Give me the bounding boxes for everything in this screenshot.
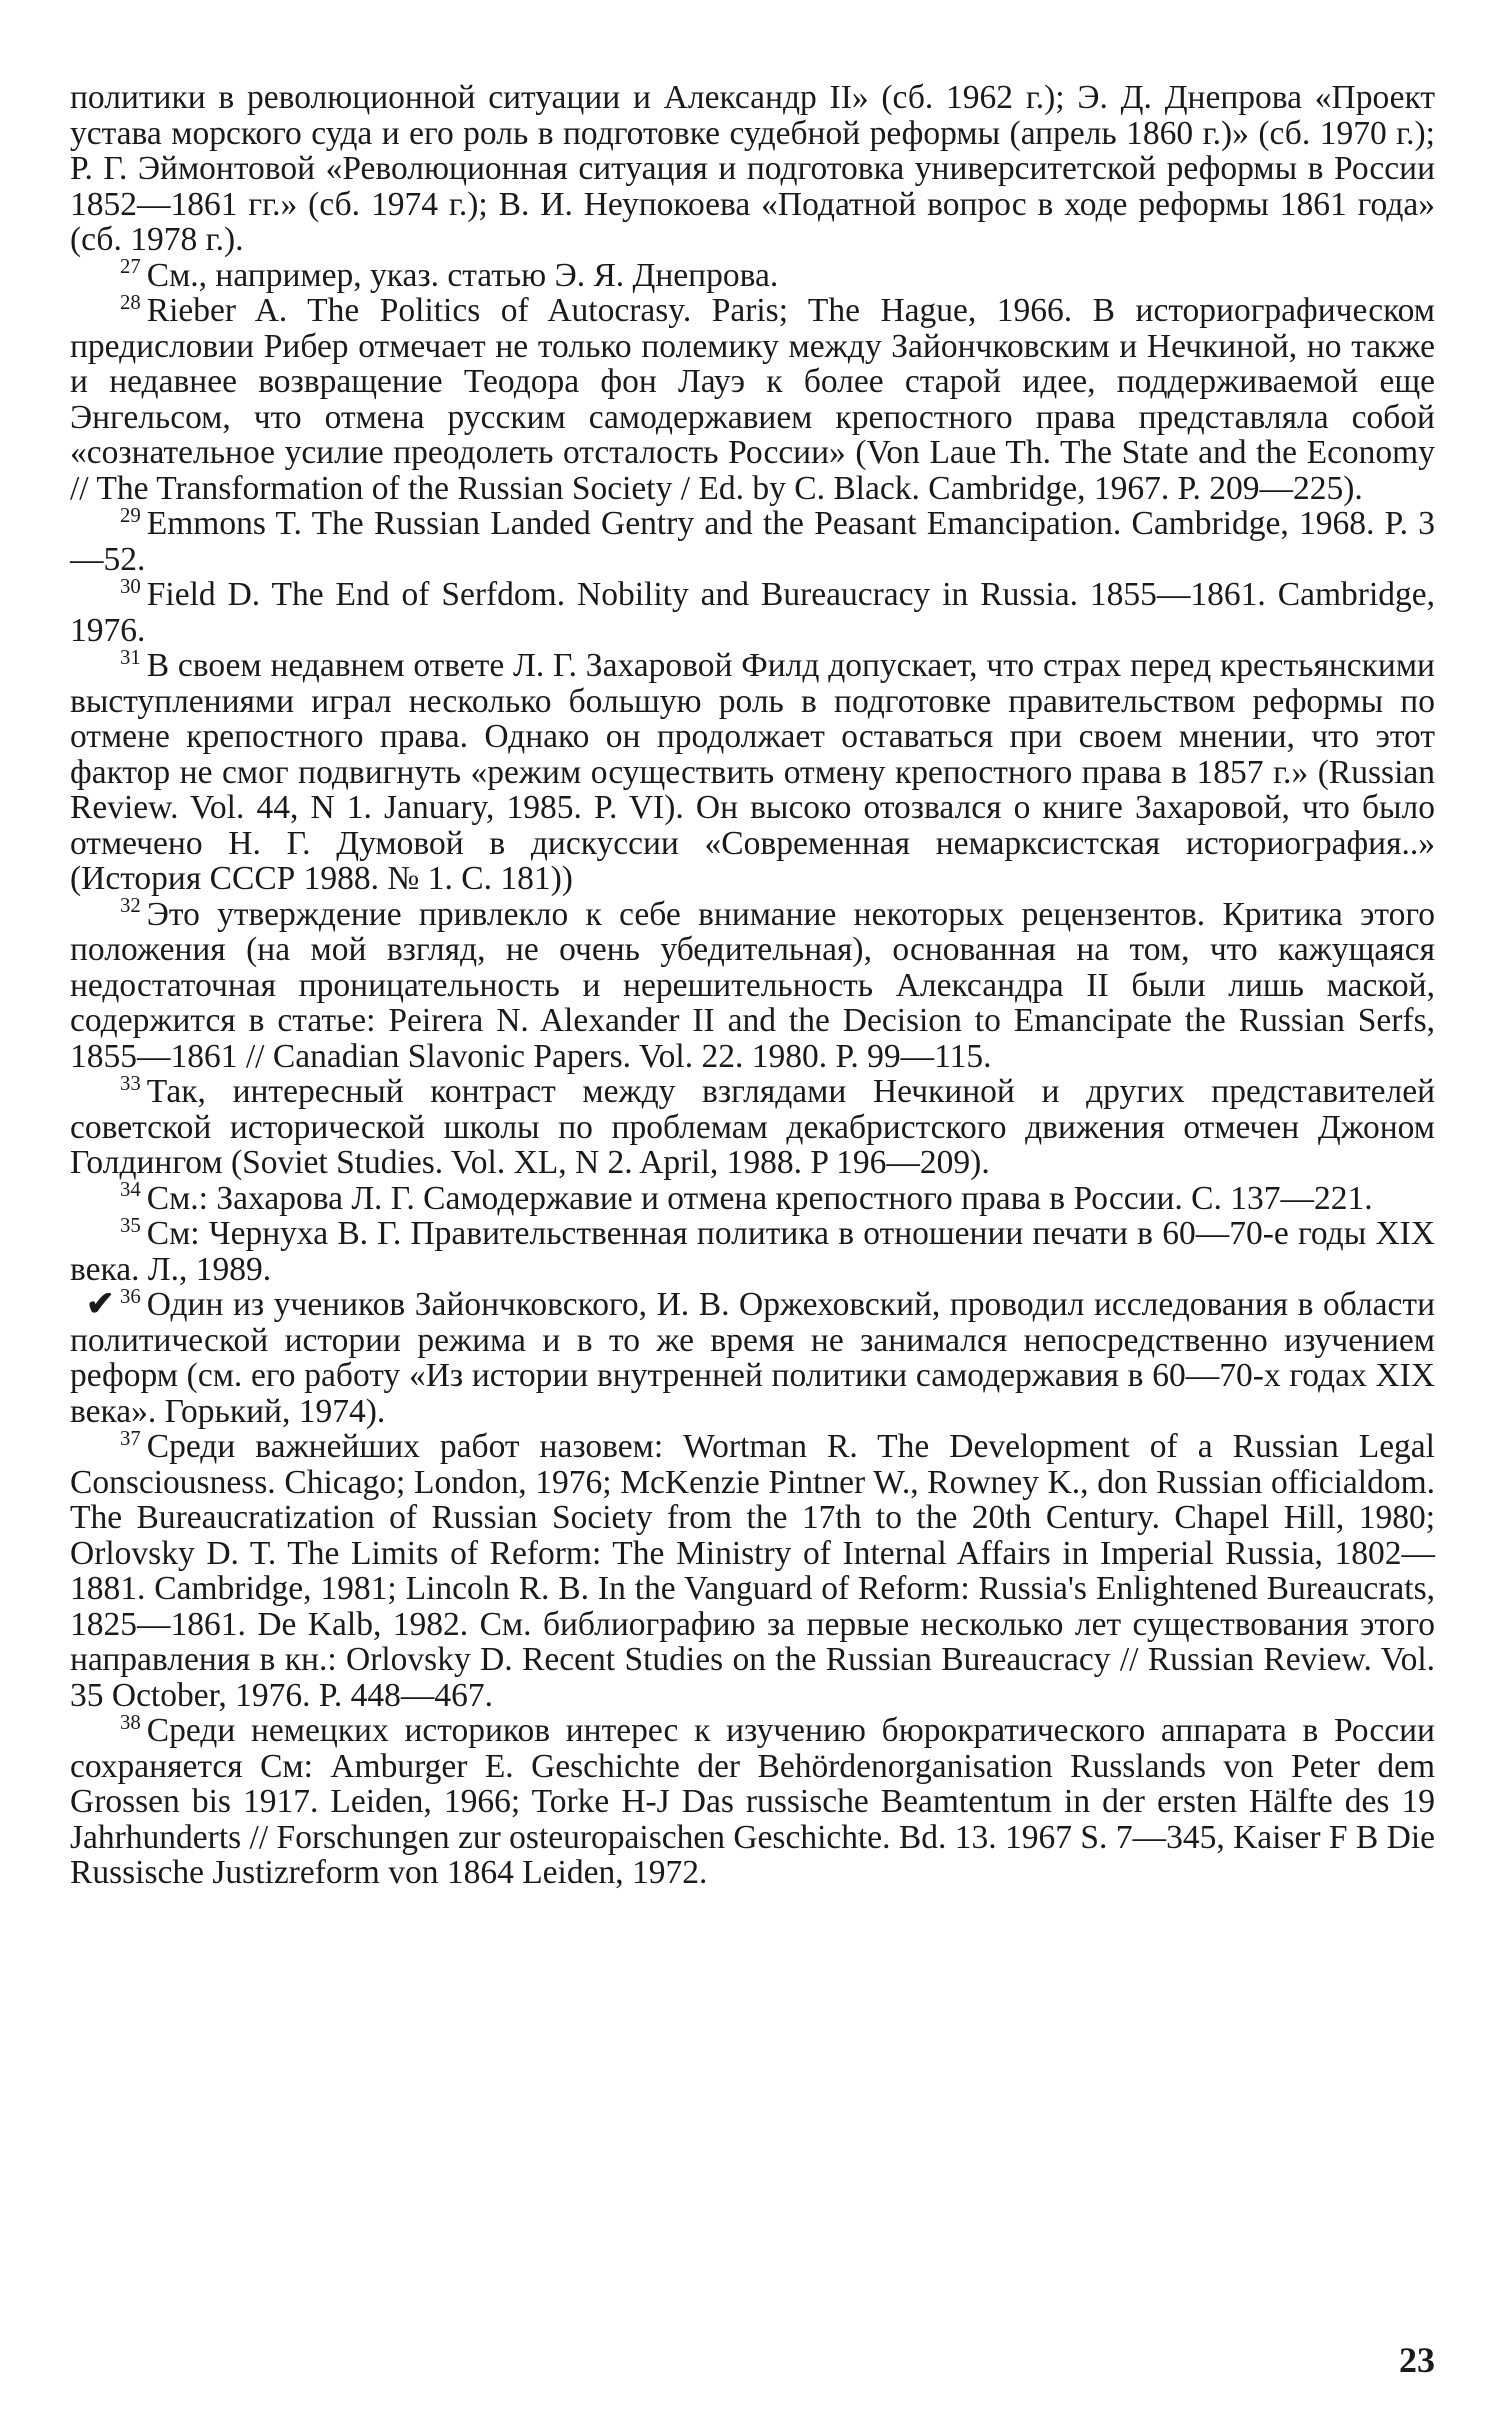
footnote-text: См: Чернуха В. Г. Правительственная политика в отношении печати в 60—70-е годы XIX века. Л., 1989. (70, 1215, 1435, 1288)
footnote-30 (70, 574, 1435, 649)
footnote-text: См., например, указ. статью Э. Я. Днепрова. (146, 256, 779, 294)
footnote-37 (70, 1426, 1435, 1714)
footnote-number: 38 (120, 1710, 141, 1734)
footnote-number: 36 (120, 1284, 141, 1308)
footnote-29 (70, 503, 1435, 578)
footnote-text: Среди немецких историков интерес к изучению бюрократического аппарата в России сохраняется См: Amburger E. Geschichte der Behördenorganisation Russlands von Peter dem Grossen bis 1917. Leiden, 1966; Torke H-J Das russische Beamtentum in der ersten Hälfte des 19 Jahrhunderts // Forschungen zur osteuropaischen Geschichte. Bd. 13. 1967 S. 7—345, Kaiser F B Die Russische Justizreform von 1864 Leiden, 1972. (70, 1712, 1435, 1891)
footnote-number: 33 (120, 1071, 141, 1095)
footnote-32 (70, 894, 1435, 1075)
footnote-38 (70, 1710, 1435, 1891)
footnote-text: Среди важнейших работ назовем: Wortman R. The Development of a Russian Legal Consciousness. Chicago; London, 1976; McKenzie Pintner W., Rowney K., don Russian officialdom. The Bureaucratization of Russian Society from the 17th to the 20th Century. Chapel Hill, 1980; Orlovsky D. T. The Limits of Reform: The Ministry of Internal Affairs in Imperial Russia, 1802—1881. Cambridge, 1981; Lincoln R. B. In the Vanguard of Reform: Russia's Enlightened Bureaucrats, 1825—1861. De Kalb, 1982. См. библиографию за первые несколько лет существования этого направления в кн.: Orlovsky D. Recent Studies on the Russian Bureaucracy // Russian Review. Vol. 35 October, 1976. P. 448—467. (70, 1428, 1435, 1714)
footnote-text: Field D. The End of Serfdom. Nobility and Bureaucracy in Russia. 1855—1861. Cambridge, 1976. (70, 576, 1435, 649)
footnote-text: Так, интересный контраст между взглядами Нечкиной и других представителей советской исторической школы по проблемам декабристского движения отмечен Джоном Голдингом (Soviet Studies. Vol. XL, N 2. April, 1988. P 196—209). (70, 1073, 1435, 1181)
book-page (70, 80, 1435, 2370)
footnote-text: Это утверждение привлекло к себе внимание некоторых рецензентов. Критика этого положения (на мой взгляд, не очень убедительная), основанная на том, что кажущаяся недостаточная проницательность и нерешительность Александра II были лишь маской, содержится в статье: Peirera N. Alexander II and the Decision to Emancipate the Russian Serfs, 1855—1861 // Canadian Slavonic Papers. Vol. 22. 1980. P. 99—115. (70, 895, 1435, 1075)
footnote-number: 37 (120, 1426, 141, 1450)
footnote-34 (70, 1178, 1435, 1217)
checkmark-icon: ✔ (86, 1286, 115, 1323)
footnote-number: 31 (120, 645, 141, 669)
footnote-27 (70, 255, 1435, 294)
footnote-number: 28 (120, 290, 141, 314)
footnote-text: См.: Захарова Л. Г. Самодержавие и отмена крепостного права в России. С. 137—221. (146, 1179, 1373, 1217)
footnote-text: Emmons T. The Russian Landed Gentry and the Peasant Emancipation. Cambridge, 1968. P. 3—52. (70, 505, 1435, 578)
footnote-number: 34 (120, 1178, 141, 1202)
footnote-number: 30 (120, 574, 141, 598)
page-number: 23 (1399, 2340, 1435, 2380)
footnote-text: Rieber A. The Politics of Autocrasy. Paris; The Hague, 1966. В историографическом предисловии Рибер отмечает не только полемику между Зайончковским и Нечкиной, но также и недавнее возвращение Теодора фон Лауэ к более старой идее, поддерживаемой еще Энгельсом, что отмена русским самодержавием крепостного права представляла собой «сознательное усилие преодолеть отсталость России» (Von Laue Th. The State and the Economy // The Transformation of the Russian Society / Ed. by C. Black. Cambridge, 1967. P. 209—225). (70, 292, 1435, 507)
footnote-number: 29 (120, 503, 141, 527)
footnote-text: Один из учеников Зайончковского, И. В. Оржеховский, проводил исследования в области политической истории режима и в то же время не занимался непосредственно изучением реформ (см. его работу «Из истории внутренней политики самодержавия в 60—70-х годах XIX века». Горький, 1974). (70, 1286, 1435, 1430)
footnote-31 (70, 645, 1435, 897)
footnote-36 (70, 1284, 1435, 1430)
footnote-text: В своем недавнем ответе Л. Г. Захаровой Филд допускает, что страх перед крестьянскими выступлениями играл несколько большую роль в подготовке правительством реформы по отмене крепостного права. Однако он продолжает оставаться при своем мнении, что этот фактор не смог подвигнуть «режим осуществить отмену крепостного права в 1857 г.» (Russian Review. Vol. 44, N 1. January, 1985. P. VI). Он высоко отозвался о книге Захаровой, что было отмечено Н. Г. Думовой в дискуссии «Современная немарксистская историография..» (История СССР 1988. № 1. С. 181)) (70, 647, 1435, 897)
footnote-33 (70, 1071, 1435, 1181)
footnote-35 (70, 1213, 1435, 1288)
footnote-number: 32 (120, 894, 141, 918)
footnote-number: 35 (120, 1213, 141, 1237)
footnote-number: 27 (120, 255, 141, 279)
intro-paragraph: политики в революционной ситуации и Александр II» (сб. 1962 г.); Э. Д. Днепрова «Проект устава морского суда и его роль в подготовке судебной реформы (апрель 1860 г.)» (сб. 1970 г.); Р. Г. Эймонтовой «Революционная ситуация и подготовка университетской реформы в России 1852—1861 гг.» (сб. 1974 г.); В. И. Неупокоева «Податной вопрос в ходе реформы 1861 года» (сб. 1978 г.). (70, 79, 1435, 258)
footnote-28 (70, 290, 1435, 507)
